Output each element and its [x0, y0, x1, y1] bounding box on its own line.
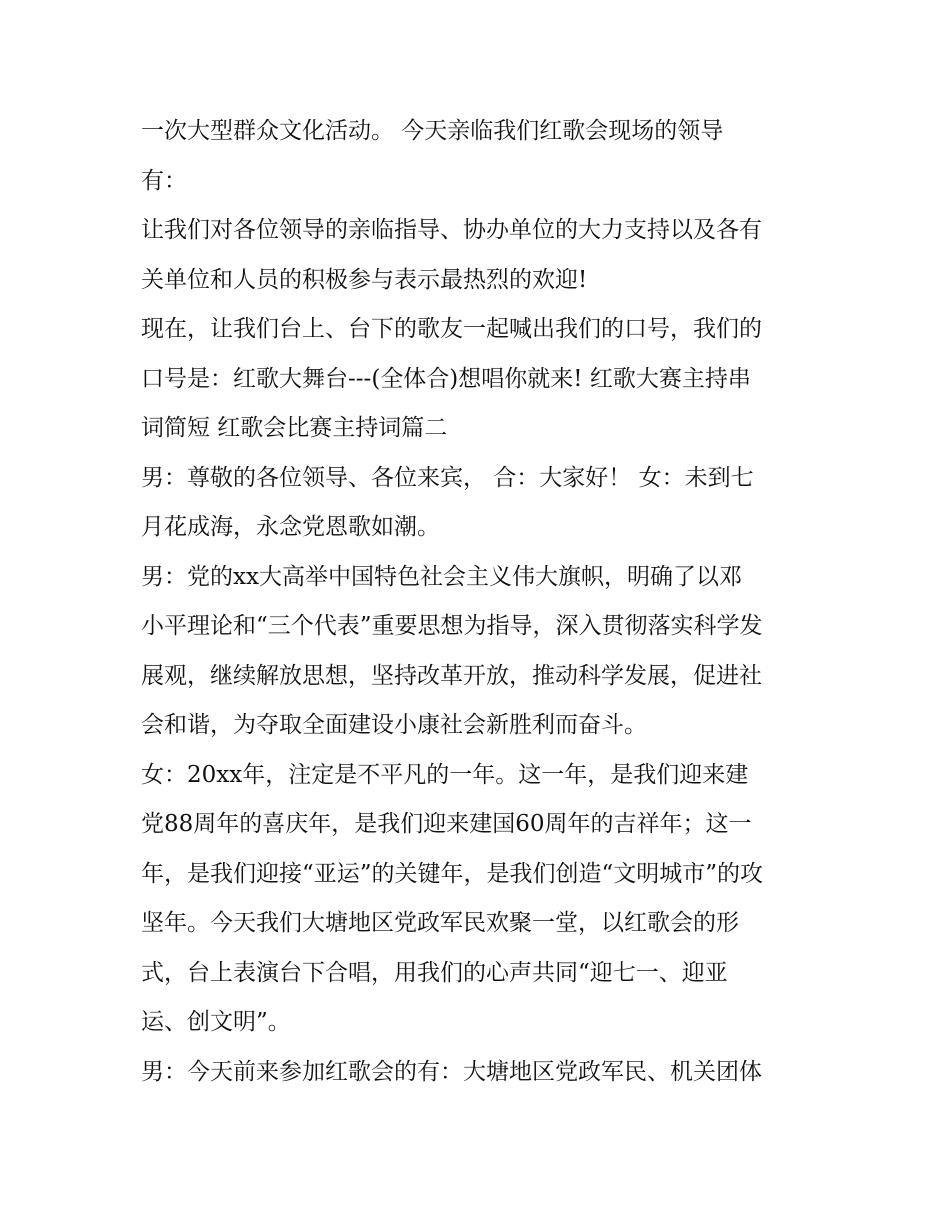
- text-line: 男：今天前来参加红歌会的有：大塘地区党政军民、机关团体: [141, 1058, 762, 1085]
- text-line: 词简短 红歌会比赛主持词篇二: [141, 415, 448, 441]
- text-line: 运、创文明”。: [141, 1009, 291, 1035]
- text-line: 坚年。今天我们大塘地区党政军民欢聚一堂，以红歌会的形: [141, 910, 739, 936]
- text-line: 展观，继续解放思想，坚持改革开放，推动科学发展，促进社: [141, 662, 762, 689]
- text-line: 式，台上表演台下合唱，用我们的心声共同“迎七一、迎亚: [141, 959, 728, 986]
- document-body: [141, 107, 821, 1097]
- text-line: 现在，让我们台上、台下的歌友一起喊出我们的口号，我们的: [141, 316, 762, 342]
- text-line: 关单位和人员的积极参与表示最热烈的欢迎!: [141, 266, 588, 293]
- text-line: 一次大型群众文化活动。 今天亲临我们红歌会现场的领导: [141, 118, 724, 144]
- text-line: 男：党的xx大高举中国特色社会主义伟大旗帜，明确了以邓: [141, 563, 742, 590]
- text-line: 会和谐，为夺取全面建设小康社会新胜利而奋斗。: [141, 712, 647, 738]
- text-line: 有：: [141, 167, 187, 194]
- text-line: 月花成海，永念党恩歌如潮。: [141, 514, 440, 540]
- text-line: 女：20xx年，注定是不平凡的一年。这一年，是我们迎来建: [141, 761, 749, 788]
- text-line: 党88周年的喜庆年，是我们迎来建国60周年的吉祥年；这一: [141, 811, 752, 837]
- text-line: 年，是我们迎接“亚运”的关键年，是我们创造“文明城市”的攻: [141, 860, 764, 887]
- text-line: 口号是：红歌大舞台---(全体合)想唱你就来! 红歌大赛主持串: [141, 365, 751, 392]
- text-line: 让我们对各位领导的亲临指导、协办单位的大力支持以及各有: [141, 217, 762, 243]
- text-line: 男：尊敬的各位领导、各位来宾， 合：大家好！ 女：未到七: [141, 464, 754, 491]
- text-line: 小平理论和“三个代表”重要思想为指导，深入贯彻落实科学发: [141, 613, 763, 639]
